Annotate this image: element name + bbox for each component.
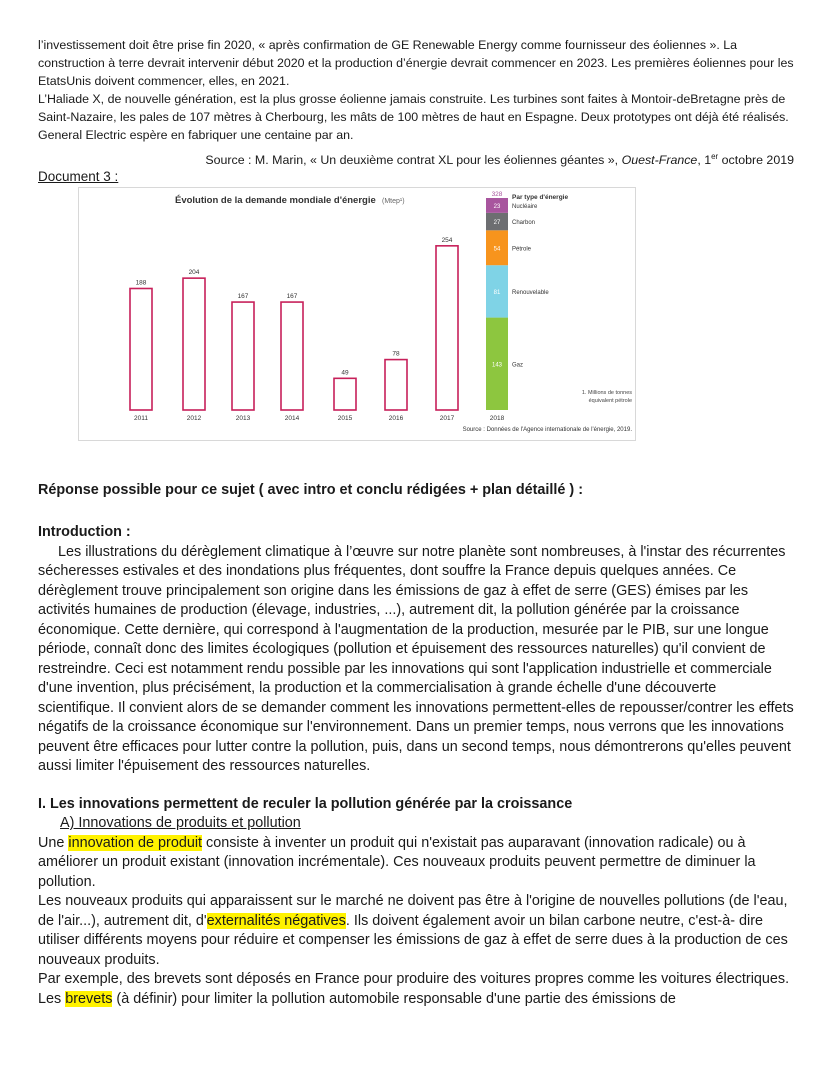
bar-label-2011: 188 bbox=[135, 279, 147, 287]
part1-paragraph-1 bbox=[38, 834, 794, 893]
p2-pre: Les nouveaux produits qui apparaissent sur le marché ne doivent pas être à l'origine de nouvelles pollutions (de l'eau, de l'air...), autrement dit, d' bbox=[38, 893, 788, 929]
x-tick-2012: 2012 bbox=[186, 415, 202, 423]
x-tick-2018: 2018 bbox=[489, 415, 505, 423]
bar-2014 bbox=[281, 302, 303, 410]
bar-label-2017: 254 bbox=[441, 236, 453, 244]
x-tick-2014: 2014 bbox=[284, 415, 300, 423]
bar-2012 bbox=[183, 278, 205, 410]
bar-label-2016: 78 bbox=[392, 350, 400, 358]
introduction-text: Les illustrations du dérèglement climatique à l’œuvre sur notre planète sont nombreuses, à l'instar des récurrentes sécheresses estivales et des inondations plus fréquentes, dont souffre la France depuis quelques années. Ce dérèglement trouve principalement son origine dans les émissions de gaz à effet de serre (GES) émises par les activités humaines de production (élevage, industries, ...), autrement dit, la pollution générée par la croissance économique. Cette dernière, qui correspond à l'augmentation de la production, mesurée par le PIB, sur une longue période, connaît donc des limites écologiques (pollution et épuisement des ressources naturelles) qu'il convient de restreindre. Ceci est notamment rendu possible par les innovations qui sont l'application industrielle et commerciale d'une invention, plus précisément, la production et la commercialisation à grande échelle d'une découverte scientifique. Il convient alors de se demander comment les innovations permettent-elles de repousser/contrer les effets négatifs de la croissance économique sur l'environnement. Dans un premier temps, nous verrons que les innovations peuvent être efficaces pour lutter contre la pollution, puis, dans un second temps, nous démontrerons qu'elles peuvent aussi limiter l'épuisement des ressources naturelles. bbox=[38, 543, 794, 775]
x-tick-2017: 2017 bbox=[439, 415, 455, 423]
source-date-a: , 1 bbox=[697, 153, 712, 168]
bar-label-2012: 204 bbox=[188, 269, 200, 277]
legend-Nucléaire: Nucléaire bbox=[512, 204, 538, 211]
highlight-innovation-de-produit: innovation de produit bbox=[68, 834, 203, 851]
segment-value-Charbon: 27 bbox=[493, 220, 501, 227]
bar-label-2018: 328 bbox=[491, 191, 503, 199]
segment-value-Renouvelable: 81 bbox=[493, 290, 501, 297]
chart-unit: (Mtep¹) bbox=[382, 198, 405, 206]
introduction-body bbox=[38, 543, 794, 777]
x-tick-2011: 2011 bbox=[134, 415, 148, 423]
legend-Charbon: Charbon bbox=[512, 220, 536, 227]
segment-value-Pétrole: 54 bbox=[493, 246, 501, 253]
part1-subtitle: A) Innovations de produits et pollution bbox=[60, 815, 301, 832]
chart-svg bbox=[79, 188, 635, 440]
segment-value-Nucléaire: 23 bbox=[493, 204, 501, 211]
document-page bbox=[38, 36, 794, 1009]
article-source bbox=[38, 148, 794, 169]
article-excerpt bbox=[38, 36, 794, 144]
energy-demand-chart bbox=[78, 187, 636, 441]
bar-2016 bbox=[385, 360, 407, 410]
bar-label-2014: 167 bbox=[286, 293, 298, 301]
segment-value-Gaz: 143 bbox=[491, 362, 503, 369]
p3-pre: Par exemple, des brevets sont déposés en France pour produire des voitures propres comme les voitures électriques. Les bbox=[38, 971, 790, 1007]
p1-post: consiste à inventer un produit qui n'existait pas auparavant (innovation radicale) ou à améliorer un produit existant (innovation incrémentale). Ces nouveaux produits peuvent permettre de diminuer la pollution. bbox=[38, 834, 756, 890]
introduction-title: Introduction : bbox=[38, 524, 131, 541]
part1-paragraph-3 bbox=[38, 970, 794, 1009]
bar-2013 bbox=[232, 302, 254, 410]
p2-post: . Ils doivent également avoir un bilan carbone neutre, c'est-à- dire utiliser différents moyens pour réduire et compenser les émissions de gaz à effet de serre dues à la production de ces nouveaux produits. bbox=[38, 912, 788, 968]
bar-2015 bbox=[334, 378, 356, 410]
x-tick-2016: 2016 bbox=[388, 415, 404, 423]
footnote-line1: 1. Millions de tonnes bbox=[581, 390, 632, 397]
bar-2017 bbox=[436, 246, 458, 410]
part1-body bbox=[38, 814, 794, 1009]
excerpt-paragraph-2: L’Haliade X, de nouvelle génération, est la plus grosse éolienne jamais construite. Les turbines sont faites à Montoir-deBretagne près de Saint-Nazaire, les pales de 107 mètres à Cherbourg, les mâts de 100 mètres de haut en Espagne. Deux prototypes ont déjà été réalisés. General Electric espère en fabriquer une centaine par an. bbox=[38, 92, 789, 142]
source-date-sup: er bbox=[711, 152, 719, 161]
legend-Pétrole: Pétrole bbox=[512, 246, 532, 253]
highlight-externalites-negatives: externalités négatives bbox=[206, 912, 346, 929]
p1-pre: Une bbox=[38, 834, 69, 851]
chart-title: Évolution de la demande mondiale d'énergie bbox=[175, 195, 376, 207]
source-date-b: octobre 2019 bbox=[718, 153, 794, 168]
part1-title: I. Les innovations permettent de reculer la pollution générée par la croissance bbox=[38, 795, 573, 812]
legend-title: Par type d'énergie bbox=[512, 194, 569, 202]
excerpt-paragraph-1: l’investissement doit être prise fin 2020, « après confirmation de GE Renewable Energy comme fournisseur des éoliennes ». La construction à terre devrait intervenir début 2020 et la production d’énergie devrait commencer en 2023. Les premières éoliennes pour les EtatsUnis doivent commencer, elles, en 2021. bbox=[38, 38, 794, 88]
source-prefix: Source : M. Marin, « Un deuxième contrat XL pour les éoliennes géantes », bbox=[205, 153, 622, 168]
legend-Gaz: Gaz bbox=[512, 362, 524, 369]
chart-source: Source : Données de l'Agence internationale de l'énergie, 2019. bbox=[462, 427, 632, 434]
source-journal: Ouest-France bbox=[621, 153, 698, 168]
part1-paragraph-2 bbox=[38, 892, 794, 970]
bar-2011 bbox=[130, 289, 152, 411]
x-tick-2013: 2013 bbox=[235, 415, 251, 423]
bar-label-2013: 167 bbox=[237, 293, 249, 301]
highlight-brevets: brevets bbox=[65, 990, 113, 1007]
footnote-line2: équivalent pétrole bbox=[588, 398, 632, 405]
legend-Renouvelable: Renouvelable bbox=[512, 290, 549, 297]
p3-post: (à définir) pour limiter la pollution automobile responsable d'une partie des émissions de bbox=[112, 990, 676, 1007]
answer-title: Réponse possible pour ce sujet ( avec intro et conclu rédigées + plan détaillé ) : bbox=[38, 482, 583, 499]
document-label: Document 3 : bbox=[38, 169, 119, 185]
bar-label-2015: 49 bbox=[341, 369, 349, 377]
x-tick-2015: 2015 bbox=[337, 415, 353, 423]
